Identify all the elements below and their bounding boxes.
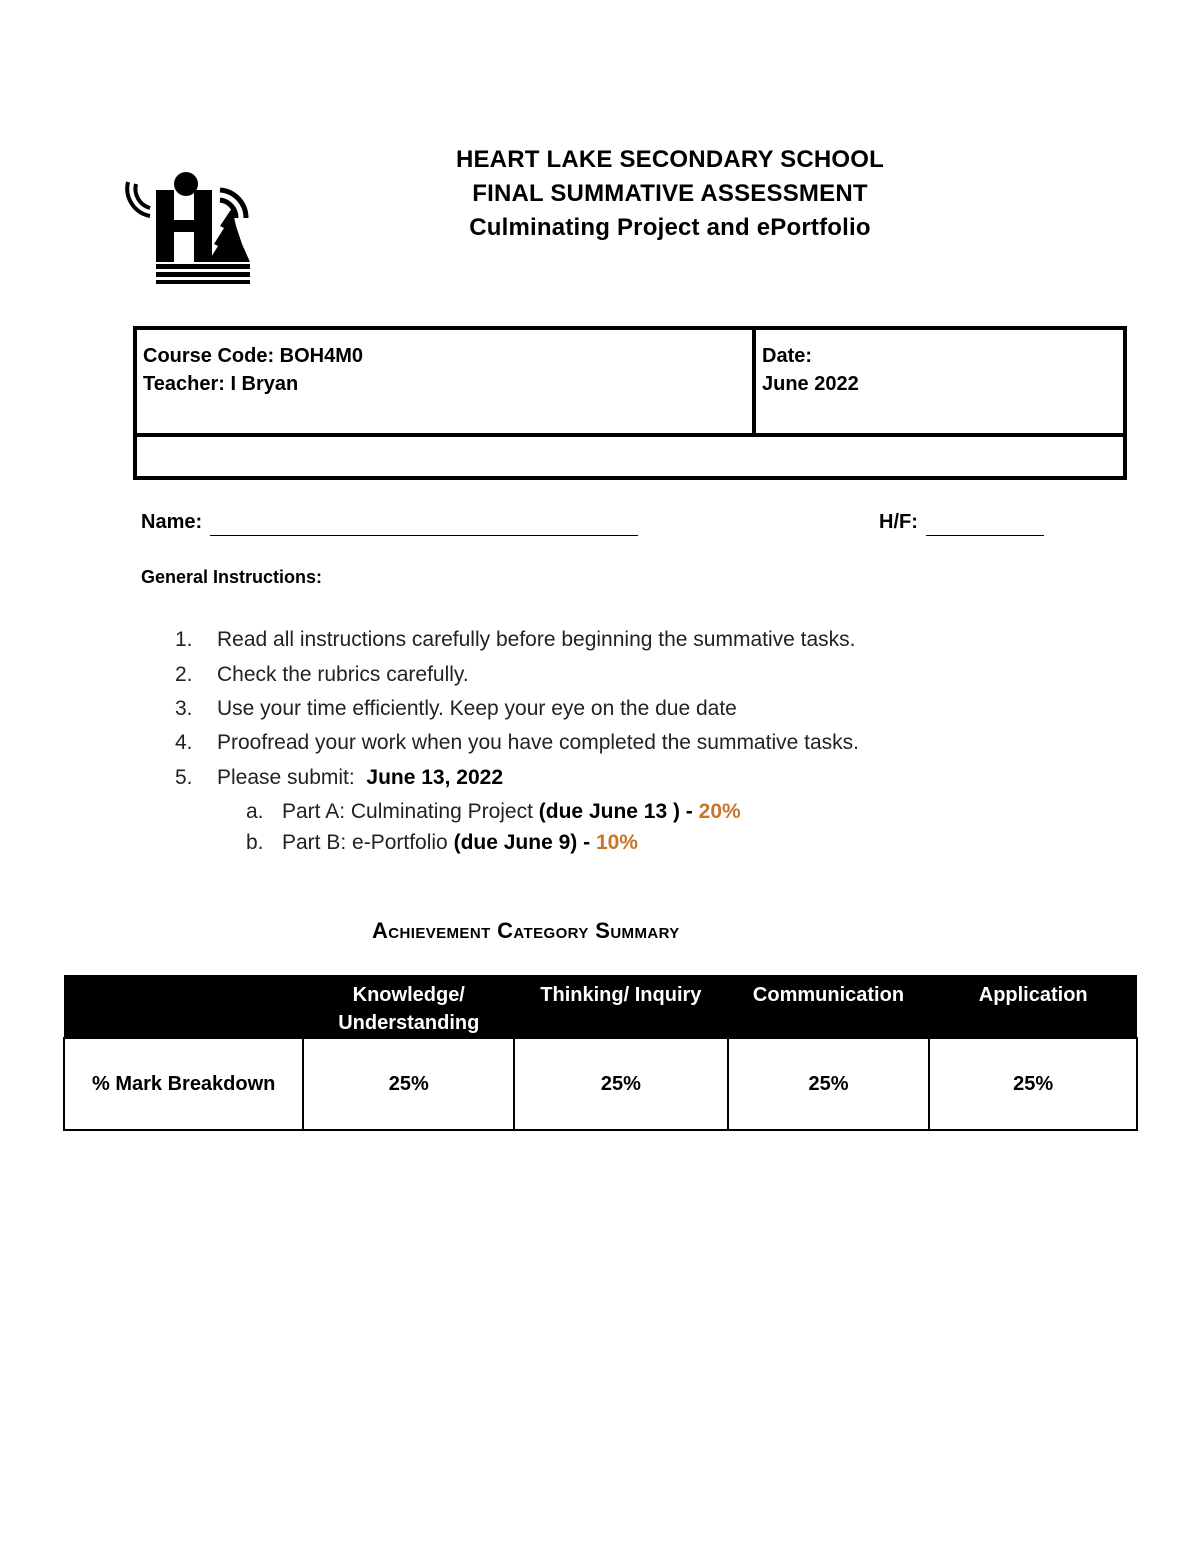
achievement-table [63,975,1138,1131]
info-divider [137,433,1123,437]
instruction-item: 5. Please submit: June 13, 2022 [175,766,503,789]
hf-field[interactable] [879,508,1044,536]
name-blank[interactable] [210,513,638,536]
instruction-item: 4. Proofread your work when you have completed the summative tasks. [175,731,859,754]
course-info-cell [137,330,756,433]
instruction-subitem: a. Part A: Culminating Project (due June 13 ) - 20% [246,800,741,823]
assessment-subtitle: Culminating Project and ePortfolio [469,214,871,241]
instructions-heading: General Instructions: [141,567,323,587]
table-row [64,1038,1137,1130]
school-name: HEART LAKE SECONDARY SCHOOL [455,146,885,173]
teacher-name: Teacher: I Bryan [143,373,299,395]
instruction-item: 3. Use your time efficiently. Keep your eye on the due date [175,697,737,720]
document-title [420,143,920,245]
part-b-weight: 10% [595,831,638,854]
part-a-weight: 20% [698,800,741,823]
table-header-cell: Thinking/ Inquiry [514,975,727,1038]
table-cell: 25% [514,1038,727,1130]
instruction-subitem: b. Part B: e-Portfolio (due June 9) - 10% [246,831,638,854]
table-cell: 25% [728,1038,930,1130]
name-label: Name: [141,511,203,533]
table-header-cell: Communication [728,975,930,1038]
date-label: Date: [762,345,813,367]
table-cell: 25% [303,1038,514,1130]
table-header-cell: Application [929,975,1137,1038]
summary-title: Achievement Category Summary [372,918,680,943]
hf-label: H/F: [879,511,918,533]
date-cell [756,330,1123,433]
row-label: % Mark Breakdown [64,1038,303,1130]
instruction-item: 1. Read all instructions carefully before beginning the summative tasks. [175,628,856,651]
assessment-title: FINAL SUMMATIVE ASSESSMENT [472,180,868,207]
instruction-item: 2. Check the rubrics carefully. [175,663,469,686]
table-header-cell: Knowledge/ Understanding [303,975,514,1038]
table-header-row [64,975,1137,1038]
heart-lake-logo-icon [124,170,270,284]
table-cell: 25% [929,1038,1137,1130]
submit-date: June 13, 2022 [366,766,503,789]
name-field[interactable] [141,508,638,536]
course-code: Course Code: BOH4M0 [143,345,364,367]
course-info-box [133,326,1127,480]
date-value: June 2022 [762,373,859,395]
hf-blank[interactable] [926,513,1044,536]
table-header-cell [64,975,303,1038]
